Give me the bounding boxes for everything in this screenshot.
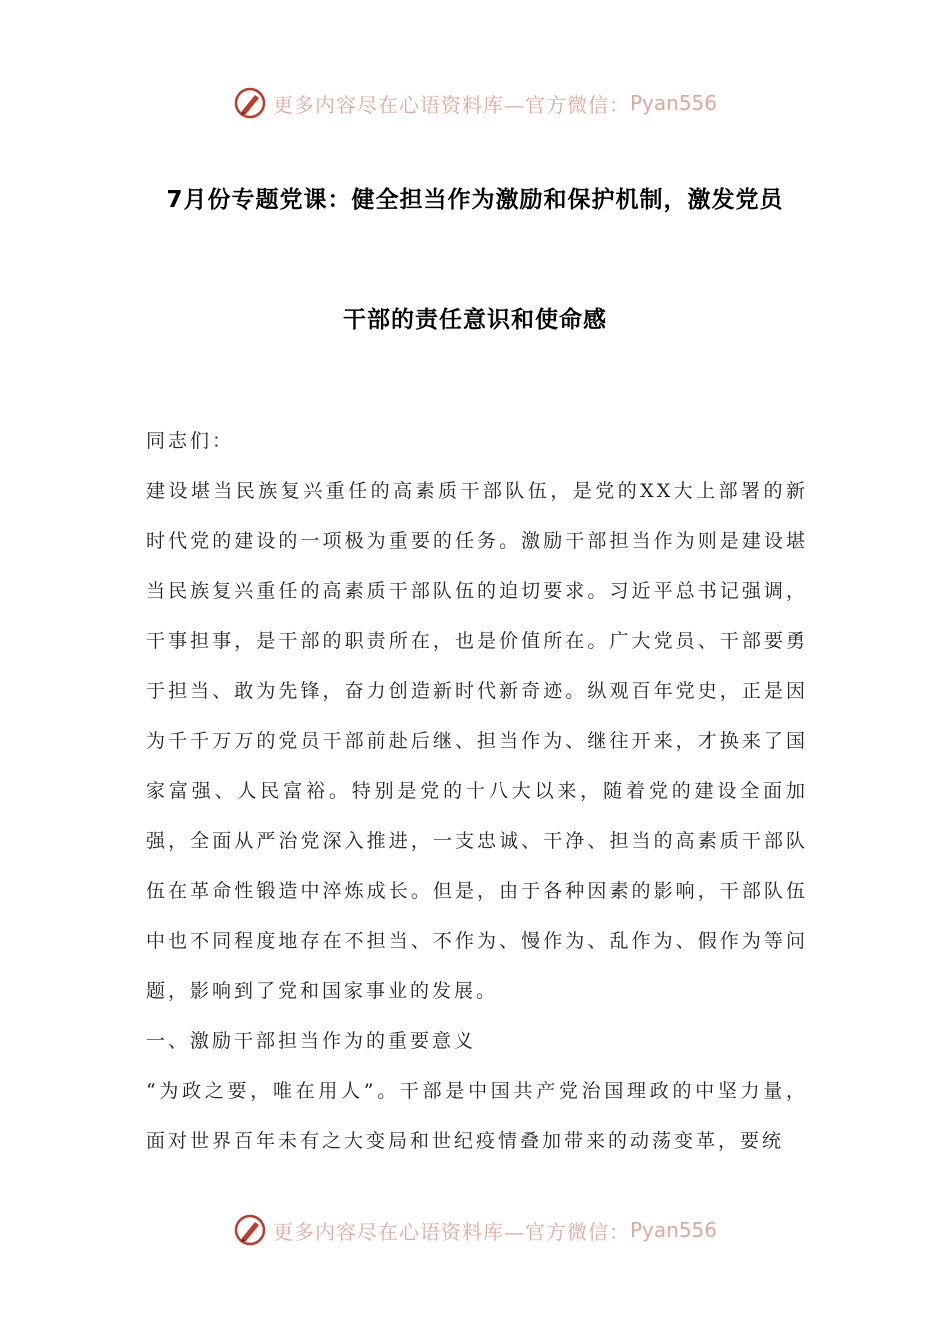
salutation: 同志们： [146,430,235,452]
watermark-banner-top [0,83,950,123]
document-title-line-2: 干部的责任意识和使命感 [343,307,607,333]
paragraph-intro: 建设堪当民族复兴重任的高素质干部队伍，是党的XX大上部署的新时代党的建设的一项极为重要的任务。激励干部担当作为则是建设堪当民族复兴重任的高素质干部队伍的迫切要求。习近平总书记强调，干事担事，是干部的职责所在，也是价值所在。广大党员、干部要勇于担当、敢为先锋，奋力创造新时代新奇迹。纵观百年党史，正是因为千千万万的党员干部前赴后继、担当作为、继往开来，才换来了国家富强、人民富裕。特别是党的十八大以来，随着党的建设全面加强，全面从严治党深入推进，一支忠诚、干净、担当的高素质干部队伍在革命性锻造中淬炼成长。但是，由于各种因素的影响，干部队伍中也不同程度地存在不担当、不作为、慢作为、乱作为、假作为等问题，影响到了党和国家事业的发展。 [146,480,808,1002]
document-title-line-1: 7月份专题党课：健全担当作为激励和保护机制，激发党员 [166,187,784,213]
watermark-wechat-id: Pyan556 [629,1218,717,1242]
watermark-text: 更多内容尽在心语资料库—官方微信： [272,92,630,117]
watermark-wechat-id: Pyan556 [629,91,717,115]
pen-in-circle-logo [233,86,267,120]
pen-in-circle-logo [233,1213,267,1247]
paragraph-section-1: “为政之要，唯在用人”。干部是中国共产党治国理政的中坚力量，面对世界百年未有之大变局和世纪疫情叠加带来的动荡变革，要统 [146,1080,808,1152]
watermark-text: 更多内容尽在心语资料库—官方微信： [272,1219,630,1244]
section-heading-1: 一、激励干部担当作为的重要意义 [146,1030,477,1052]
watermark-banner-bottom [0,1210,950,1250]
document-body [146,416,808,1166]
